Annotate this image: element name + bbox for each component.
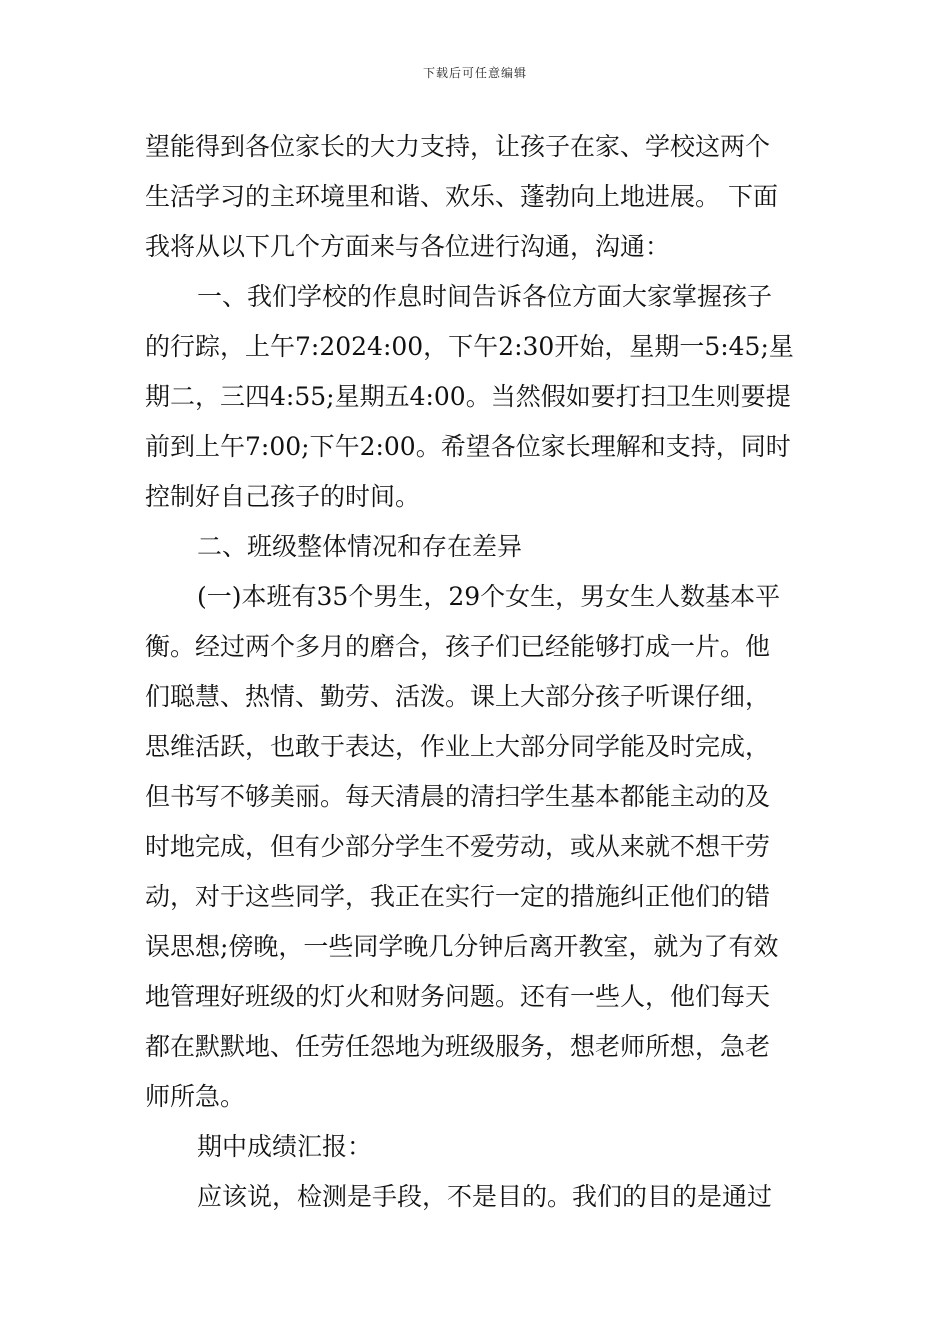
section-heading-schedule: 一、我们学校的作息时间告诉各位方面大家掌握孩子 bbox=[197, 282, 773, 311]
text-line: 都在默默地、任劳任怨地为班级服务，想老师所想，急老 bbox=[145, 1032, 771, 1061]
text-line: 们聪慧、热情、勤劳、活泼。课上大部分孩子听课仔细， bbox=[145, 682, 771, 711]
text-line: 应该说，检测是手段，不是目的。我们的目的是通过 bbox=[197, 1182, 773, 1211]
section-heading-class-situation: 二、班级整体情况和存在差异 bbox=[197, 532, 523, 561]
text-line: 地管理好班级的灯火和财务问题。还有一些人，他们每天 bbox=[145, 982, 771, 1011]
text-line: 控制好自己孩子的时间。 bbox=[145, 482, 421, 511]
text-line: 思维活跃，也敢于表达，作业上大部分同学能及时完成， bbox=[145, 732, 771, 761]
section-heading-midterm-report: 期中成绩汇报： bbox=[197, 1132, 373, 1161]
text-line: 误思想;傍晚，一些同学晚几分钟后离开教室，就为了有效 bbox=[145, 932, 779, 961]
text-line: 前到上午7:00;下午2:00。希望各位家长理解和支持，同时 bbox=[145, 432, 791, 461]
text-line: 生活学习的主环境里和谐、欢乐、蓬勃向上地进展。 下面 bbox=[145, 182, 778, 211]
text-line: 动，对于这些同学，我正在实行一定的措施纠正他们的错 bbox=[145, 882, 771, 911]
text-line: 但书写不够美丽。每天清晨的清扫学生基本都能主动的及 bbox=[145, 782, 771, 811]
text-line: 的行踪，上午7:2024:00，下午2:30开始，星期一5:45;星 bbox=[145, 332, 794, 361]
document-body bbox=[145, 122, 807, 1222]
text-line: (一)本班有35个男生，29个女生，男女生人数基本平 bbox=[197, 582, 781, 611]
text-line: 师所急。 bbox=[145, 1082, 246, 1111]
text-line: 时地完成，但有少部分学生不爱劳动，或从来就不想干劳 bbox=[145, 832, 771, 861]
text-line: 我将从以下几个方面来与各位进行沟通，沟通： bbox=[145, 232, 671, 261]
text-line: 望能得到各位家长的大力支持，让孩子在家、学校这两个 bbox=[145, 132, 771, 161]
page-header: 下载后可任意编辑 bbox=[422, 66, 527, 80]
text-line: 期二，三四4:55;星期五4:00。当然假如要打扫卫生则要提 bbox=[145, 382, 791, 411]
text-line: 衡。经过两个多月的磨合，孩子们已经能够打成一片。他 bbox=[145, 632, 771, 661]
